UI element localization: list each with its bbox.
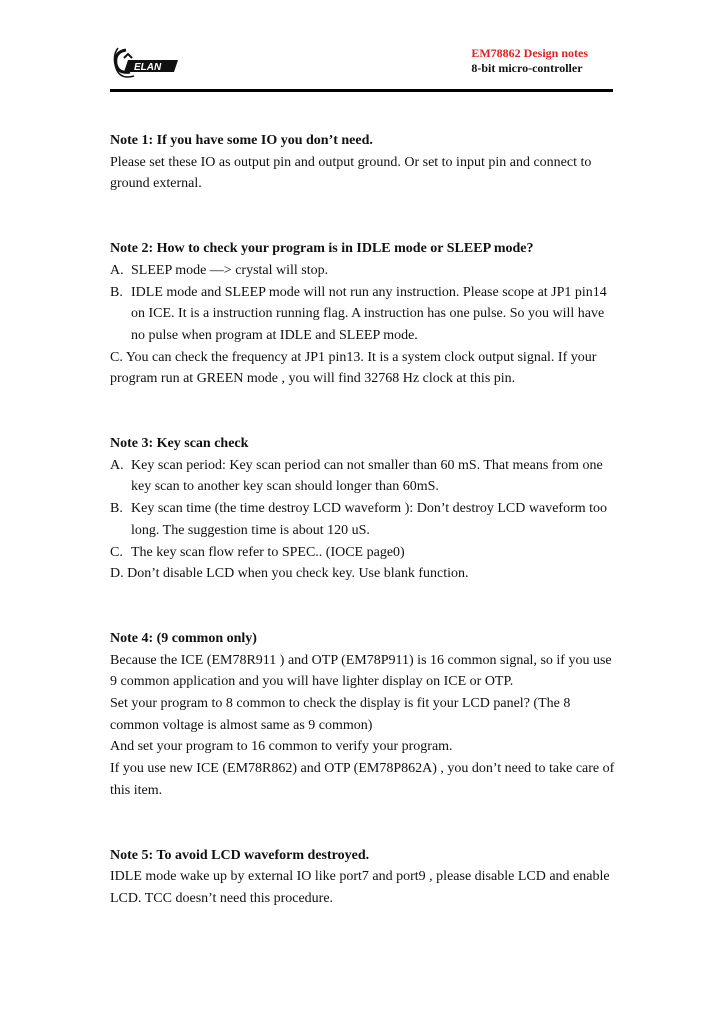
note-1 xyxy=(110,130,615,195)
list-item-text: IDLE mode and SLEEP mode will not run any instruction. Please scope at JP1 pin14 on ICE. It is a instruction running flag. A instruction has one pulse. So you will have no pulse when program at IDLE and SLEEP mode. xyxy=(131,284,607,343)
elan-logo xyxy=(110,42,182,86)
document-header xyxy=(471,46,588,76)
list-marker: C. xyxy=(110,544,123,560)
header-title: EM78862 Design notes xyxy=(471,46,588,60)
note-paragraph: Set your program to 8 common to check the display is fit your LCD panel? (The 8 common voltage is almost same as 9 common) xyxy=(110,696,571,733)
note-3 xyxy=(110,433,615,585)
list-item-text: Key scan period: Key scan period can not smaller than 60 mS. That means from one key scan to another key scan should longer than 60mS. xyxy=(131,457,603,495)
list-item xyxy=(110,455,615,498)
note-paragraph: If you use new ICE (EM78R862) and OTP (EM78P862A) , you don’t need to take care of this item. xyxy=(110,761,615,798)
note-body: C. You can check the frequency at JP1 pin13. It is a system clock output signal. If your program run at GREEN mode , you will find 32768 Hz clock at this pin. xyxy=(110,349,597,387)
list-item xyxy=(110,282,615,347)
elan-logo-text: ELAN xyxy=(134,62,162,73)
note-title: Note 5: To avoid LCD waveform destroyed. xyxy=(110,847,370,863)
list-item xyxy=(110,260,615,282)
list-marker: A. xyxy=(110,457,124,473)
note-paragraph: Because the ICE (EM78R911 ) and OTP (EM78P911) is 16 common signal, so if you use 9 common application and you will have lighter display on ICE or OTP. xyxy=(110,652,612,690)
list-item xyxy=(110,498,615,541)
list-item-text: SLEEP mode —> crystal will stop. xyxy=(131,262,329,278)
header-rule xyxy=(110,89,613,92)
list-marker: A. xyxy=(110,262,124,278)
note-title: Note 2: How to check your program is in IDLE mode or SLEEP mode? xyxy=(110,241,534,257)
note-2 xyxy=(110,238,615,390)
list-marker: B. xyxy=(110,501,123,517)
note-title: Note 3: Key scan check xyxy=(110,436,249,452)
note-body: Please set these IO as output pin and output ground. Or set to input pin and connect to ground external. xyxy=(110,154,592,192)
note-title: Note 1: If you have some IO you don’t need. xyxy=(110,133,373,148)
note-4 xyxy=(110,628,615,802)
note-paragraph: And set your program to 16 common to verify your program. xyxy=(110,739,453,755)
note-body: IDLE mode wake up by external IO like port7 and port9 , please disable LCD and enable LCD. TCC doesn’t need this procedure. xyxy=(110,869,610,906)
list-item-text: Key scan time (the time destroy LCD waveform ): Don’t destroy LCD waveform too long. The suggestion time is about 120 uS. xyxy=(131,501,608,538)
note-5 xyxy=(110,845,615,910)
notes-content xyxy=(110,130,615,953)
list-item xyxy=(110,542,615,564)
list-marker: B. xyxy=(110,284,123,300)
header-subtitle: 8-bit micro-controller xyxy=(471,61,583,75)
note-body: D. Don’t disable LCD when you check key. Use blank function. xyxy=(110,566,469,582)
list-item-text: The key scan flow refer to SPEC.. (IOCE page0) xyxy=(131,544,405,560)
note-title: Note 4: (9 common only) xyxy=(110,630,257,646)
